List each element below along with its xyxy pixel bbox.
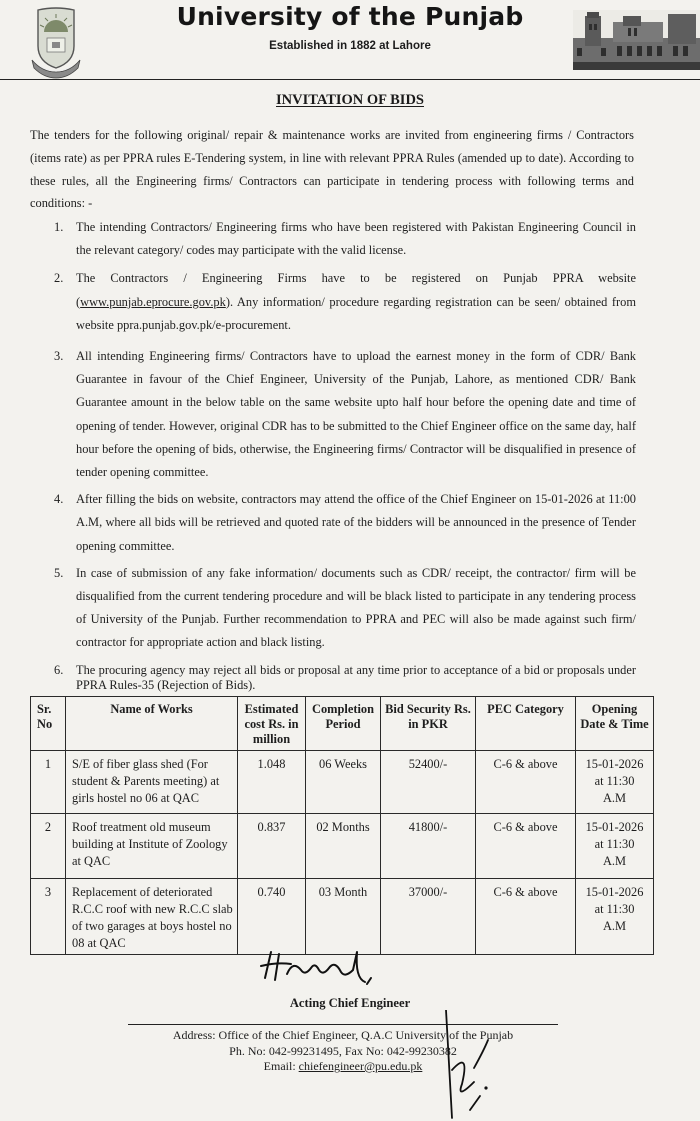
- cell-sr: 3: [31, 879, 66, 955]
- header-estimated-cost: Estimated cost Rs. in million: [238, 697, 306, 751]
- signatory-title: [0, 996, 700, 1011]
- table-row: [31, 751, 654, 814]
- opening-ampm: A.M: [602, 791, 627, 805]
- cell-name: S/E of fiber glass shed (For student & Parents meeting) at girls hostel no 06 at QAC: [66, 751, 238, 814]
- works-table: [30, 696, 654, 955]
- university-building-photo: [573, 10, 700, 70]
- cell-cost: 0.740: [238, 879, 306, 955]
- cell-category: C-6 & above: [476, 814, 576, 879]
- header-pec-category: PEC Category: [476, 697, 576, 751]
- cell-period: 03 Month: [306, 879, 381, 955]
- university-subtitle: Established in 1882 at Lahore: [269, 40, 431, 52]
- cell-security: 41800/-: [381, 814, 476, 879]
- term-number: 6.: [54, 662, 64, 677]
- term-number: 3.: [54, 349, 64, 364]
- cell-security: 37000/-: [381, 879, 476, 955]
- cell-opening: [576, 879, 654, 955]
- term-text: After filling the bids on website, contractors may attend the office of the Chief Engineer on 15-01-2026 at 11:00 A.M, where all bids will be retrieved and quoted rate of the bidders will be announced in the presence of Tender opening committee.: [76, 492, 636, 553]
- opening-ampm: A.M: [602, 854, 627, 868]
- signatory-title-text: Acting Chief Engineer: [289, 996, 411, 1010]
- opening-date: 15-01-2026: [585, 820, 644, 834]
- opening-ampm: A.M: [602, 919, 627, 933]
- cell-opening: [576, 751, 654, 814]
- cell-name: Roof treatment old museum building at Institute of Zoology at QAC: [66, 814, 238, 879]
- header-bid-security: Bid Security Rs. in PKR: [381, 697, 476, 751]
- term-item: [48, 488, 636, 558]
- cell-opening: [576, 814, 654, 879]
- cell-cost: 1.048: [238, 751, 306, 814]
- cell-period: 06 Weeks: [306, 751, 381, 814]
- terms-list: [48, 216, 636, 699]
- term-item: [48, 216, 636, 262]
- header-completion-period: Completion Period: [306, 697, 381, 751]
- opening-time: at 11:30: [594, 902, 635, 916]
- document-title-text: INVITATION OF BIDS: [276, 92, 424, 108]
- table-header-row: [31, 697, 654, 751]
- term-text-after: ). Any information/ procedure regarding registration can be seen/ obtained from website ppra.punjab.gov.pk/e-procurement.: [76, 294, 636, 332]
- table-row: [31, 879, 654, 955]
- cell-name: Replacement of deteriorated R.C.C roof with new R.C.C slab of two garages at boys hostel no 08 at QAC: [66, 879, 238, 955]
- term-text: The procuring agency may reject all bids or proposal at any time prior to acceptance of a bid or proposals under PPRA Rules-35 (Rejection of Bids).: [76, 662, 636, 692]
- document-title: [0, 92, 700, 109]
- table-row: [31, 814, 654, 879]
- opening-date: 15-01-2026: [585, 885, 644, 899]
- cell-sr: 1: [31, 751, 66, 814]
- cell-category: C-6 & above: [476, 751, 576, 814]
- header-sr-no: Sr. No: [31, 697, 66, 751]
- header-opening-date: Opening Date & Time: [576, 697, 654, 751]
- term-number: 1.: [54, 220, 64, 234]
- term-text: The intending Contractors/ Engineering firms who have been registered with Pakistan Engineering Council in the relevant category/ codes may participate with the valid license.: [76, 220, 636, 258]
- term-item: [48, 345, 636, 484]
- cell-period: 02 Months: [306, 814, 381, 879]
- term-item: [48, 267, 636, 337]
- term-number: 5.: [54, 565, 64, 580]
- email-label: Email:: [263, 1059, 299, 1073]
- eprocure-website-link[interactable]: www.punjab.eprocure.gov.pk: [80, 294, 226, 309]
- email-link[interactable]: chiefengineer@pu.edu.pk: [298, 1059, 423, 1073]
- header-name-of-works: Name of Works: [66, 697, 238, 751]
- term-number: 4.: [54, 492, 64, 507]
- footer-phone: Ph. No: 042-99231495, Fax No: 042-99230382: [229, 1043, 457, 1058]
- term-item: [48, 562, 636, 655]
- initials-mark-icon: [440, 1010, 500, 1120]
- cell-security: 52400/-: [381, 751, 476, 814]
- cell-cost: 0.837: [238, 814, 306, 879]
- signature-icon: [257, 948, 387, 988]
- opening-time: at 11:30: [594, 837, 635, 851]
- header-divider: [0, 79, 700, 80]
- term-number: 2.: [54, 271, 64, 286]
- opening-date: 15-01-2026: [585, 757, 644, 771]
- university-title: University of the Punjab: [176, 2, 524, 31]
- cell-category: C-6 & above: [476, 879, 576, 955]
- intro-paragraph: The tenders for the following original/ repair & maintenance works are invited from engineering firms / Contractors (items rate) as per PPRA rules E-Tendering system, in line with relevant PPRA Rules (amended up to date). According to these rules, all the Engineering firms/ Contractors can participate in tendering process with following terms and conditions: -: [30, 128, 634, 211]
- term-text: In case of submission of any fake information/ documents such as CDR/ receipt, the contractor/ firm will be disqualified from the current tendering procedure and will be black listed to participate in any tendering process of University of the Punjab. Further recommendation to PPRA and PEC will also be made against such firm/ contractor for appropriate action and black listing.: [76, 565, 636, 650]
- term-text: All intending Engineering firms/ Contractors have to upload the earnest money in the form of CDR/ Bank Guarantee in favour of the Chief Engineer, University of the Punjab, Lahore, as mentioned CDR/ Bank Guarantee amount in the below table on the same website upto half hour before the opening date and time of opening of tender. However, original CDR has to be submitted to the Chief Engineer office on the same day, half hour before the opening of bids, otherwise, the Engineering firms/ Contractor will be disqualified in presence of tender opening committee.: [76, 349, 636, 480]
- term-item: [48, 663, 636, 693]
- footer-address: Address: Office of the Chief Engineer, Q.A.C University of the Punjab: [172, 1028, 514, 1042]
- cell-sr: 2: [31, 814, 66, 879]
- term-text-before: The Contractors / Engineering Firms have to be registered on Punjab PPRA website (: [76, 271, 636, 309]
- opening-time: at 11:30: [594, 774, 635, 788]
